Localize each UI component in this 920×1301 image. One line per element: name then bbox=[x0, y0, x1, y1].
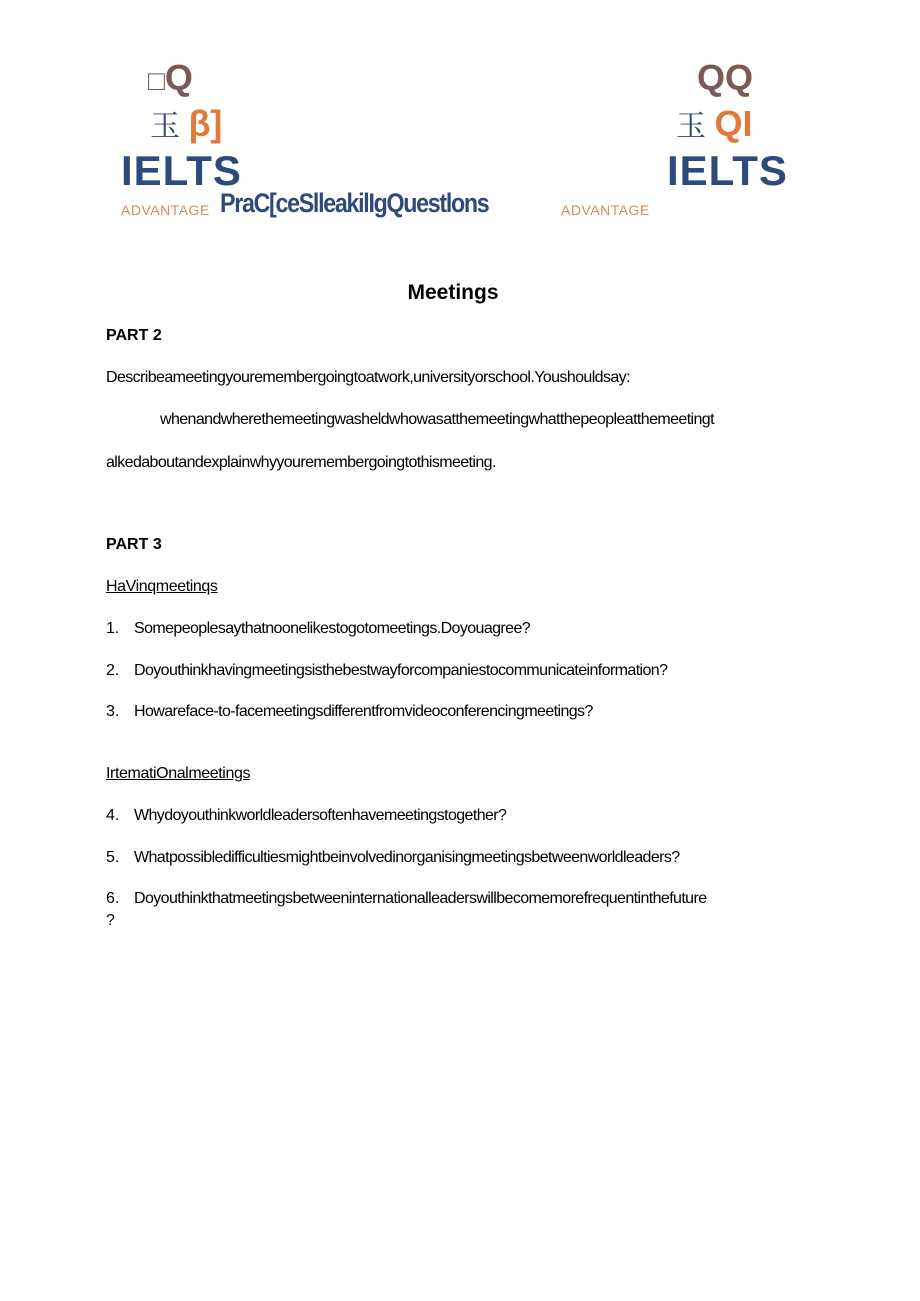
right-logo-qq: QQ bbox=[697, 57, 754, 98]
left-logo-line1 bbox=[148, 57, 193, 99]
left-logo-advantage: ADVANTAGE bbox=[121, 202, 210, 218]
left-logo-box-glyph: □ bbox=[148, 65, 165, 96]
question-1 bbox=[106, 620, 530, 638]
page-title: Meetings bbox=[407, 281, 499, 304]
question-text: Somepeoplesaythatnoonelikestogotomeetings.Doyouagree? bbox=[134, 620, 531, 637]
question-3 bbox=[106, 703, 593, 721]
question-2 bbox=[106, 662, 667, 680]
left-logo-beta: β] bbox=[188, 103, 223, 144]
section-having-meetings-title: HaVinqmeetinqs bbox=[106, 578, 218, 595]
question-6 bbox=[106, 890, 707, 908]
right-logo-advantage: ADVANTAGE bbox=[561, 202, 650, 218]
question-text: Whydoyouthinkworldleadersoftenhavemeetingstogether? bbox=[134, 807, 507, 824]
part2-cue-line1: whenandwherethemeetingwasheldwhowasatthemeetingwhatthepeopleatthemeetingt bbox=[160, 411, 714, 428]
part2-heading: PART 2 bbox=[106, 327, 162, 344]
question-text: Whatpossibledifficultiesmightbeinvolvedinorganisingmeetingsbetweenworldleaders? bbox=[134, 849, 680, 866]
question-number: 5. bbox=[106, 849, 120, 866]
left-logo-ielts: IELTS bbox=[121, 147, 242, 194]
question-4 bbox=[106, 807, 506, 825]
part2-cue-line2: alkedaboutandexplainwhyyouremembergoingtothismeeting. bbox=[106, 454, 496, 471]
question-6-wrap: ? bbox=[106, 912, 115, 929]
part3-heading: PART 3 bbox=[106, 536, 162, 553]
left-logo-glyph: 玉 bbox=[150, 109, 180, 144]
question-text: Doyouthinkhavingmeetingsisthebestwayforcompaniestocommunicateinformation? bbox=[134, 662, 668, 679]
question-number: 1. bbox=[106, 620, 120, 637]
question-number: 3. bbox=[106, 703, 120, 720]
right-logo-glyph: 玉 bbox=[676, 109, 706, 144]
left-logo-q: Q bbox=[164, 57, 193, 98]
section-international-meetings-title: IrtematiOnalmeetings bbox=[106, 765, 251, 782]
question-text: Doyouthinkthatmeetingsbetweeninternationalleaderswillbecomemorefrequentinthefuture bbox=[134, 890, 707, 907]
right-logo-qi: QI bbox=[714, 103, 753, 144]
question-number: 4. bbox=[106, 807, 120, 824]
practice-speaking-banner: PraC[ceSlleakilIgQuestlons bbox=[220, 188, 489, 218]
right-logo-line2 bbox=[676, 103, 753, 144]
question-text: Howareface-to-facemeetingsdifferentfromvideoconferencingmeetings? bbox=[134, 703, 593, 720]
right-logo-ielts: IELTS bbox=[667, 147, 788, 194]
question-number: 2. bbox=[106, 662, 120, 679]
question-5 bbox=[106, 849, 680, 867]
left-logo-line2 bbox=[150, 103, 223, 144]
part2-prompt: Describeameetingyouremembergoingtoatwork,universityorschool.Youshouldsay: bbox=[106, 369, 630, 386]
question-number: 6. bbox=[106, 890, 120, 907]
